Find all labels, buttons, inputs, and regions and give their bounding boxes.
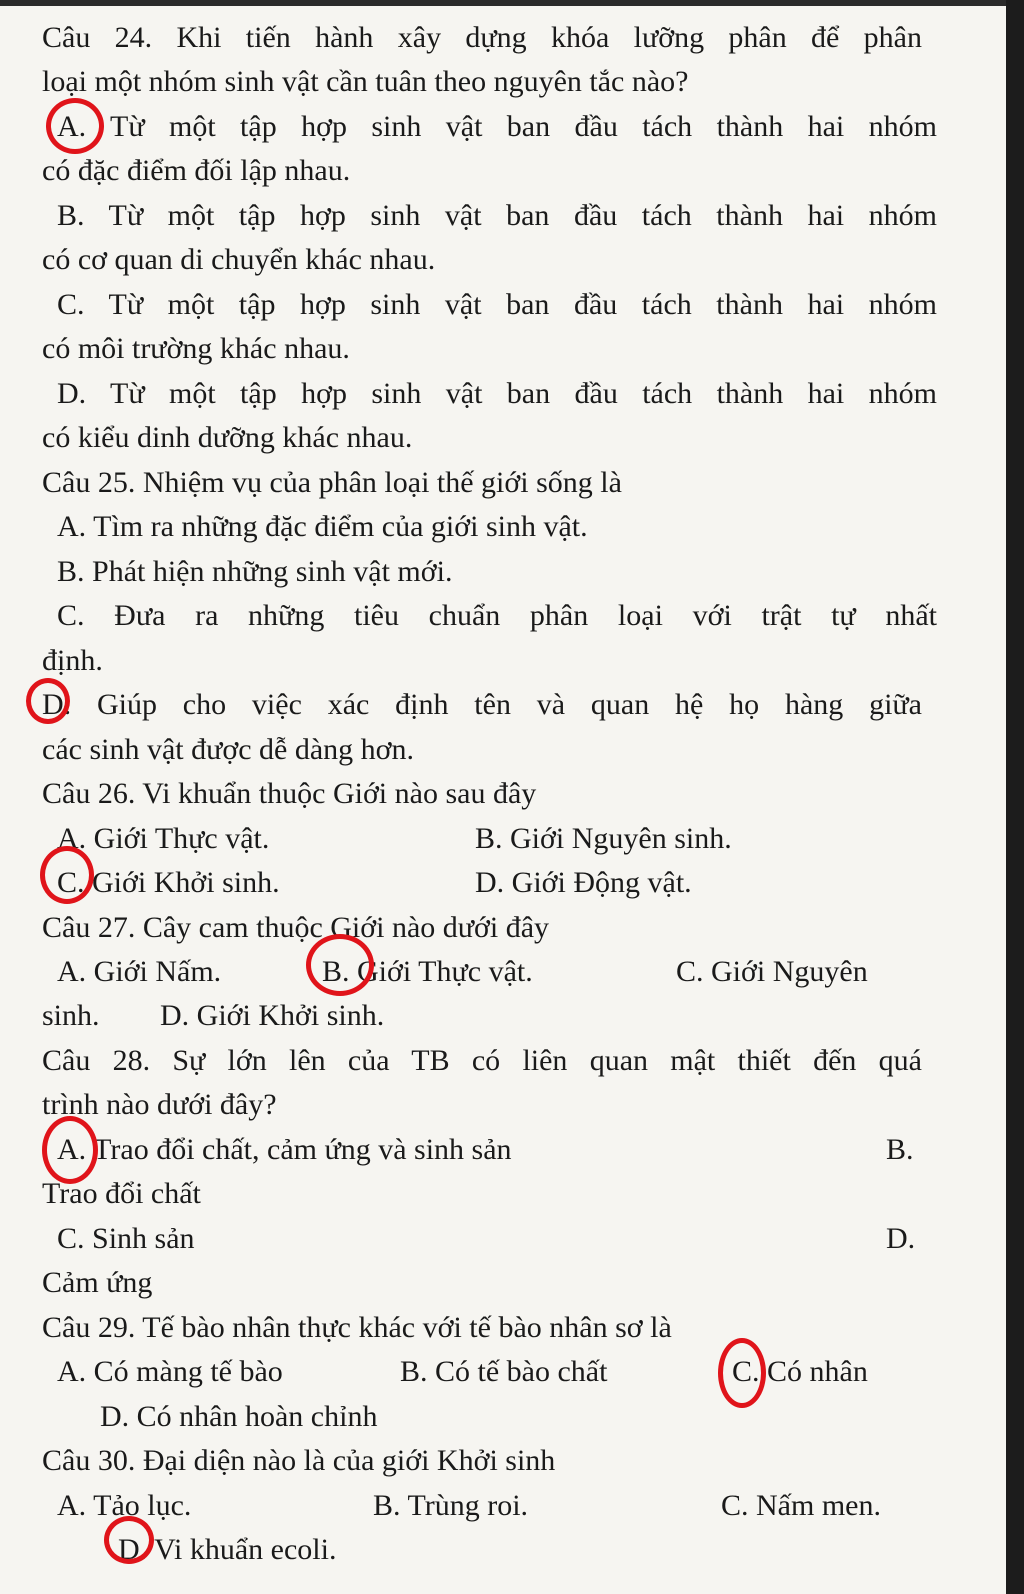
q29-option-b: B. Có tế bào chất <box>400 1355 608 1388</box>
q25-option-b: B. Phát hiện những sinh vật mới. <box>57 555 453 588</box>
q24-option-a: A. Từ một tập hợp sinh vật ban đầu tách thành hai nhóm <box>57 110 937 143</box>
q26-option-a: A. Giới Thực vật. <box>57 822 270 855</box>
q24-option-b: B. Từ một tập hợp sinh vật ban đầu tách thành hai nhóm <box>57 199 937 232</box>
q30-option-a: A. Tảo lục. <box>57 1489 192 1522</box>
q28-option-d: D. <box>886 1222 916 1255</box>
q27-option-c: C. Giới Nguyên <box>676 955 868 988</box>
q25-option-d-cont: các sinh vật được dễ dàng hơn. <box>42 733 415 766</box>
q24-option-d-cont: có kiểu dinh dưỡng khác nhau. <box>42 421 413 454</box>
q29-option-c: C. Có nhân <box>732 1355 868 1388</box>
q25-option-c: C. Đưa ra những tiêu chuẩn phân loại với trật tự nhất <box>57 599 937 632</box>
q25-option-c-cont: định. <box>42 644 103 677</box>
q24-stem-line2: loại một nhóm sinh vật cần tuân theo nguyên tắc nào? <box>42 65 689 98</box>
q24-option-d: D. Từ một tập hợp sinh vật ban đầu tách thành hai nhóm <box>57 377 937 410</box>
q24-option-c: C. Từ một tập hợp sinh vật ban đầu tách thành hai nhóm <box>57 288 937 321</box>
q28-option-d-cont: Cảm ứng <box>42 1266 153 1299</box>
q27-option-a: A. Giới Nấm. <box>57 955 222 988</box>
q24-stem-line1: Câu 24. Khi tiến hành xây dựng khóa lưỡng phân để phân <box>42 21 922 54</box>
q28-option-b-cont: Trao đổi chất <box>42 1177 201 1210</box>
q28-option-a: A. Trao đổi chất, cảm ứng và sinh sản <box>57 1133 512 1166</box>
q29-option-a: A. Có màng tế bào <box>57 1355 283 1388</box>
q27-stem: Câu 27. Cây cam thuộc Giới nào dưới đây <box>42 911 550 944</box>
q27-option-d: D. Giới Khởi sinh. <box>160 999 385 1032</box>
q28-option-b: B. <box>886 1133 914 1166</box>
q25-option-a: A. Tìm ra những đặc điểm của giới sinh vật. <box>57 510 588 543</box>
q30-option-c: C. Nấm men. <box>721 1489 881 1522</box>
q28-option-c: C. Sinh sản <box>57 1222 195 1255</box>
q28-stem-line1: Câu 28. Sự lớn lên của TB có liên quan mật thiết đến quá <box>42 1044 922 1077</box>
q26-stem: Câu 26. Vi khuẩn thuộc Giới nào sau đây <box>42 777 537 810</box>
q25-stem: Câu 25. Nhiệm vụ của phân loại thế giới sống là <box>42 466 622 499</box>
window-right-edge <box>1006 0 1024 1594</box>
q29-stem: Câu 29. Tế bào nhân thực khác với tế bào nhân sơ là <box>42 1311 672 1344</box>
q30-option-d: D. Vi khuẩn ecoli. <box>118 1533 337 1566</box>
q25-option-d: D. Giúp cho việc xác định tên và quan hệ họ hàng giữa <box>42 688 922 721</box>
q30-stem: Câu 30. Đại diện nào là của giới Khởi sinh <box>42 1444 556 1477</box>
q28-stem-line2: trình nào dưới đây? <box>42 1088 277 1121</box>
q26-option-d: D. Giới Động vật. <box>475 866 692 899</box>
q27-option-c-cont: sinh. <box>42 999 100 1032</box>
q24-option-c-cont: có môi trường khác nhau. <box>42 332 350 365</box>
q29-option-d: D. Có nhân hoàn chỉnh <box>100 1400 378 1433</box>
q24-option-b-cont: có cơ quan di chuyển khác nhau. <box>42 243 436 276</box>
q26-option-c: C. Giới Khởi sinh. <box>57 866 280 899</box>
q30-option-b: B. Trùng roi. <box>373 1489 529 1522</box>
worksheet-page <box>0 6 1006 1594</box>
q24-option-a-cont: có đặc điểm đối lập nhau. <box>42 154 351 187</box>
q27-option-b: B. Giới Thực vật. <box>322 955 533 988</box>
q26-option-b: B. Giới Nguyên sinh. <box>475 822 732 855</box>
